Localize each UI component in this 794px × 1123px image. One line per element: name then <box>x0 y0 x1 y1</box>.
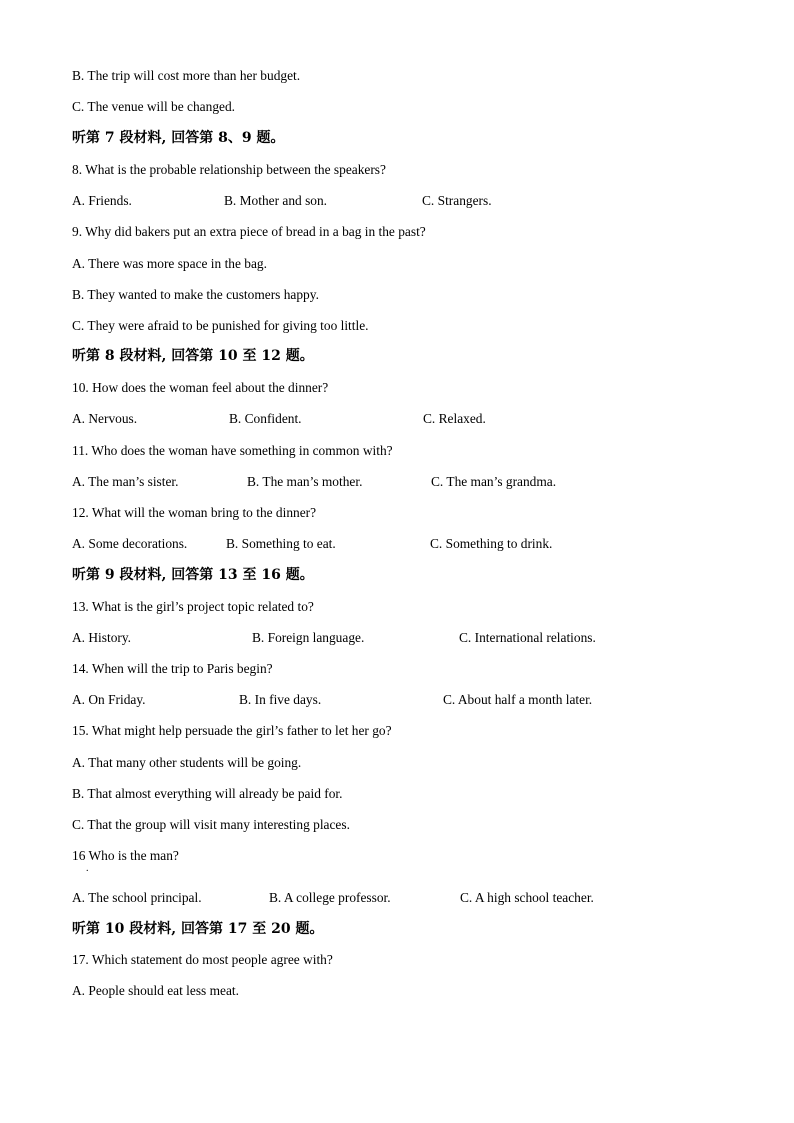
section-7-heading: 听第 7 段材料, 回答第 8、9 题。 <box>72 130 285 146</box>
q17-option-a: A. People should eat less meat. <box>72 983 239 998</box>
section-9-heading: 听第 9 段材料, 回答第 13 至 16 题。 <box>72 567 314 583</box>
q16-option-b: B. A college professor. <box>269 890 391 905</box>
q12-option-b: B. Something to eat. <box>226 536 336 551</box>
q14-option-c: C. About half a month later. <box>443 692 593 707</box>
q14-option-a: A. On Friday. <box>72 692 146 707</box>
q15-question: 15. What might help persuade the girl’s father to let her go? <box>72 723 392 738</box>
q9-question: 9. Why did bakers put an extra piece of bread in a bag in the past? <box>72 224 426 239</box>
q13-question: 13. What is the girl’s project topic related to? <box>72 599 314 614</box>
q13-option-b: B. Foreign language. <box>252 630 365 645</box>
q8-option-b: B. Mother and son. <box>224 193 328 208</box>
q11-option-c: C. The man’s grandma. <box>431 474 557 489</box>
q8-question: 8. What is the probable relationship between the speakers? <box>72 162 386 177</box>
q11-question: 11. Who does the woman have something in common with? <box>72 443 393 458</box>
q13-option-c: C. International relations. <box>459 630 596 645</box>
q8-option-a: A. Friends. <box>72 193 132 208</box>
q9-option-b: B. They wanted to make the customers happy. <box>72 287 319 302</box>
q7-option-c: C. The venue will be changed. <box>72 99 235 114</box>
q12-question: 12. What will the woman bring to the dinner? <box>72 505 317 520</box>
q12-option-c: C. Something to drink. <box>430 536 553 551</box>
q12-option-a: A. Some decorations. <box>72 536 188 551</box>
q11-option-b: B. The man’s mother. <box>247 474 363 489</box>
q16-question: 16 Who is the man? <box>72 848 179 863</box>
q14-question: 14. When will the trip to Paris begin? <box>72 661 273 676</box>
q11-option-a: A. The man’s sister. <box>72 474 179 489</box>
q16-option-c: C. A high school teacher. <box>460 890 594 905</box>
q10-option-a: A. Nervous. <box>72 411 138 426</box>
stray-dot: . <box>86 863 89 874</box>
q10-option-c: C. Relaxed. <box>423 411 486 426</box>
q16-option-a: A. The school principal. <box>72 890 202 905</box>
q15-option-a: A. That many other students will be going. <box>72 755 302 770</box>
q9-option-a: A. There was more space in the bag. <box>72 256 267 271</box>
q15-option-c: C. That the group will visit many interesting places. <box>72 817 350 832</box>
section-8-heading: 听第 8 段材料, 回答第 10 至 12 题。 <box>72 348 314 364</box>
q15-option-b: B. That almost everything will already be paid for. <box>72 786 343 801</box>
q9-option-c: C. They were afraid to be punished for giving too little. <box>72 318 369 333</box>
q8-option-c: C. Strangers. <box>422 193 492 208</box>
q7-option-b: B. The trip will cost more than her budget. <box>72 68 301 83</box>
q17-question: 17. Which statement do most people agree with? <box>72 952 333 967</box>
q10-option-b: B. Confident. <box>229 411 302 426</box>
section-10-heading: 听第 10 段材料, 回答第 17 至 20 题。 <box>72 921 324 937</box>
q14-option-b: B. In five days. <box>239 692 322 707</box>
q13-option-a: A. History. <box>72 630 132 645</box>
q10-question: 10. How does the woman feel about the dinner? <box>72 380 329 395</box>
